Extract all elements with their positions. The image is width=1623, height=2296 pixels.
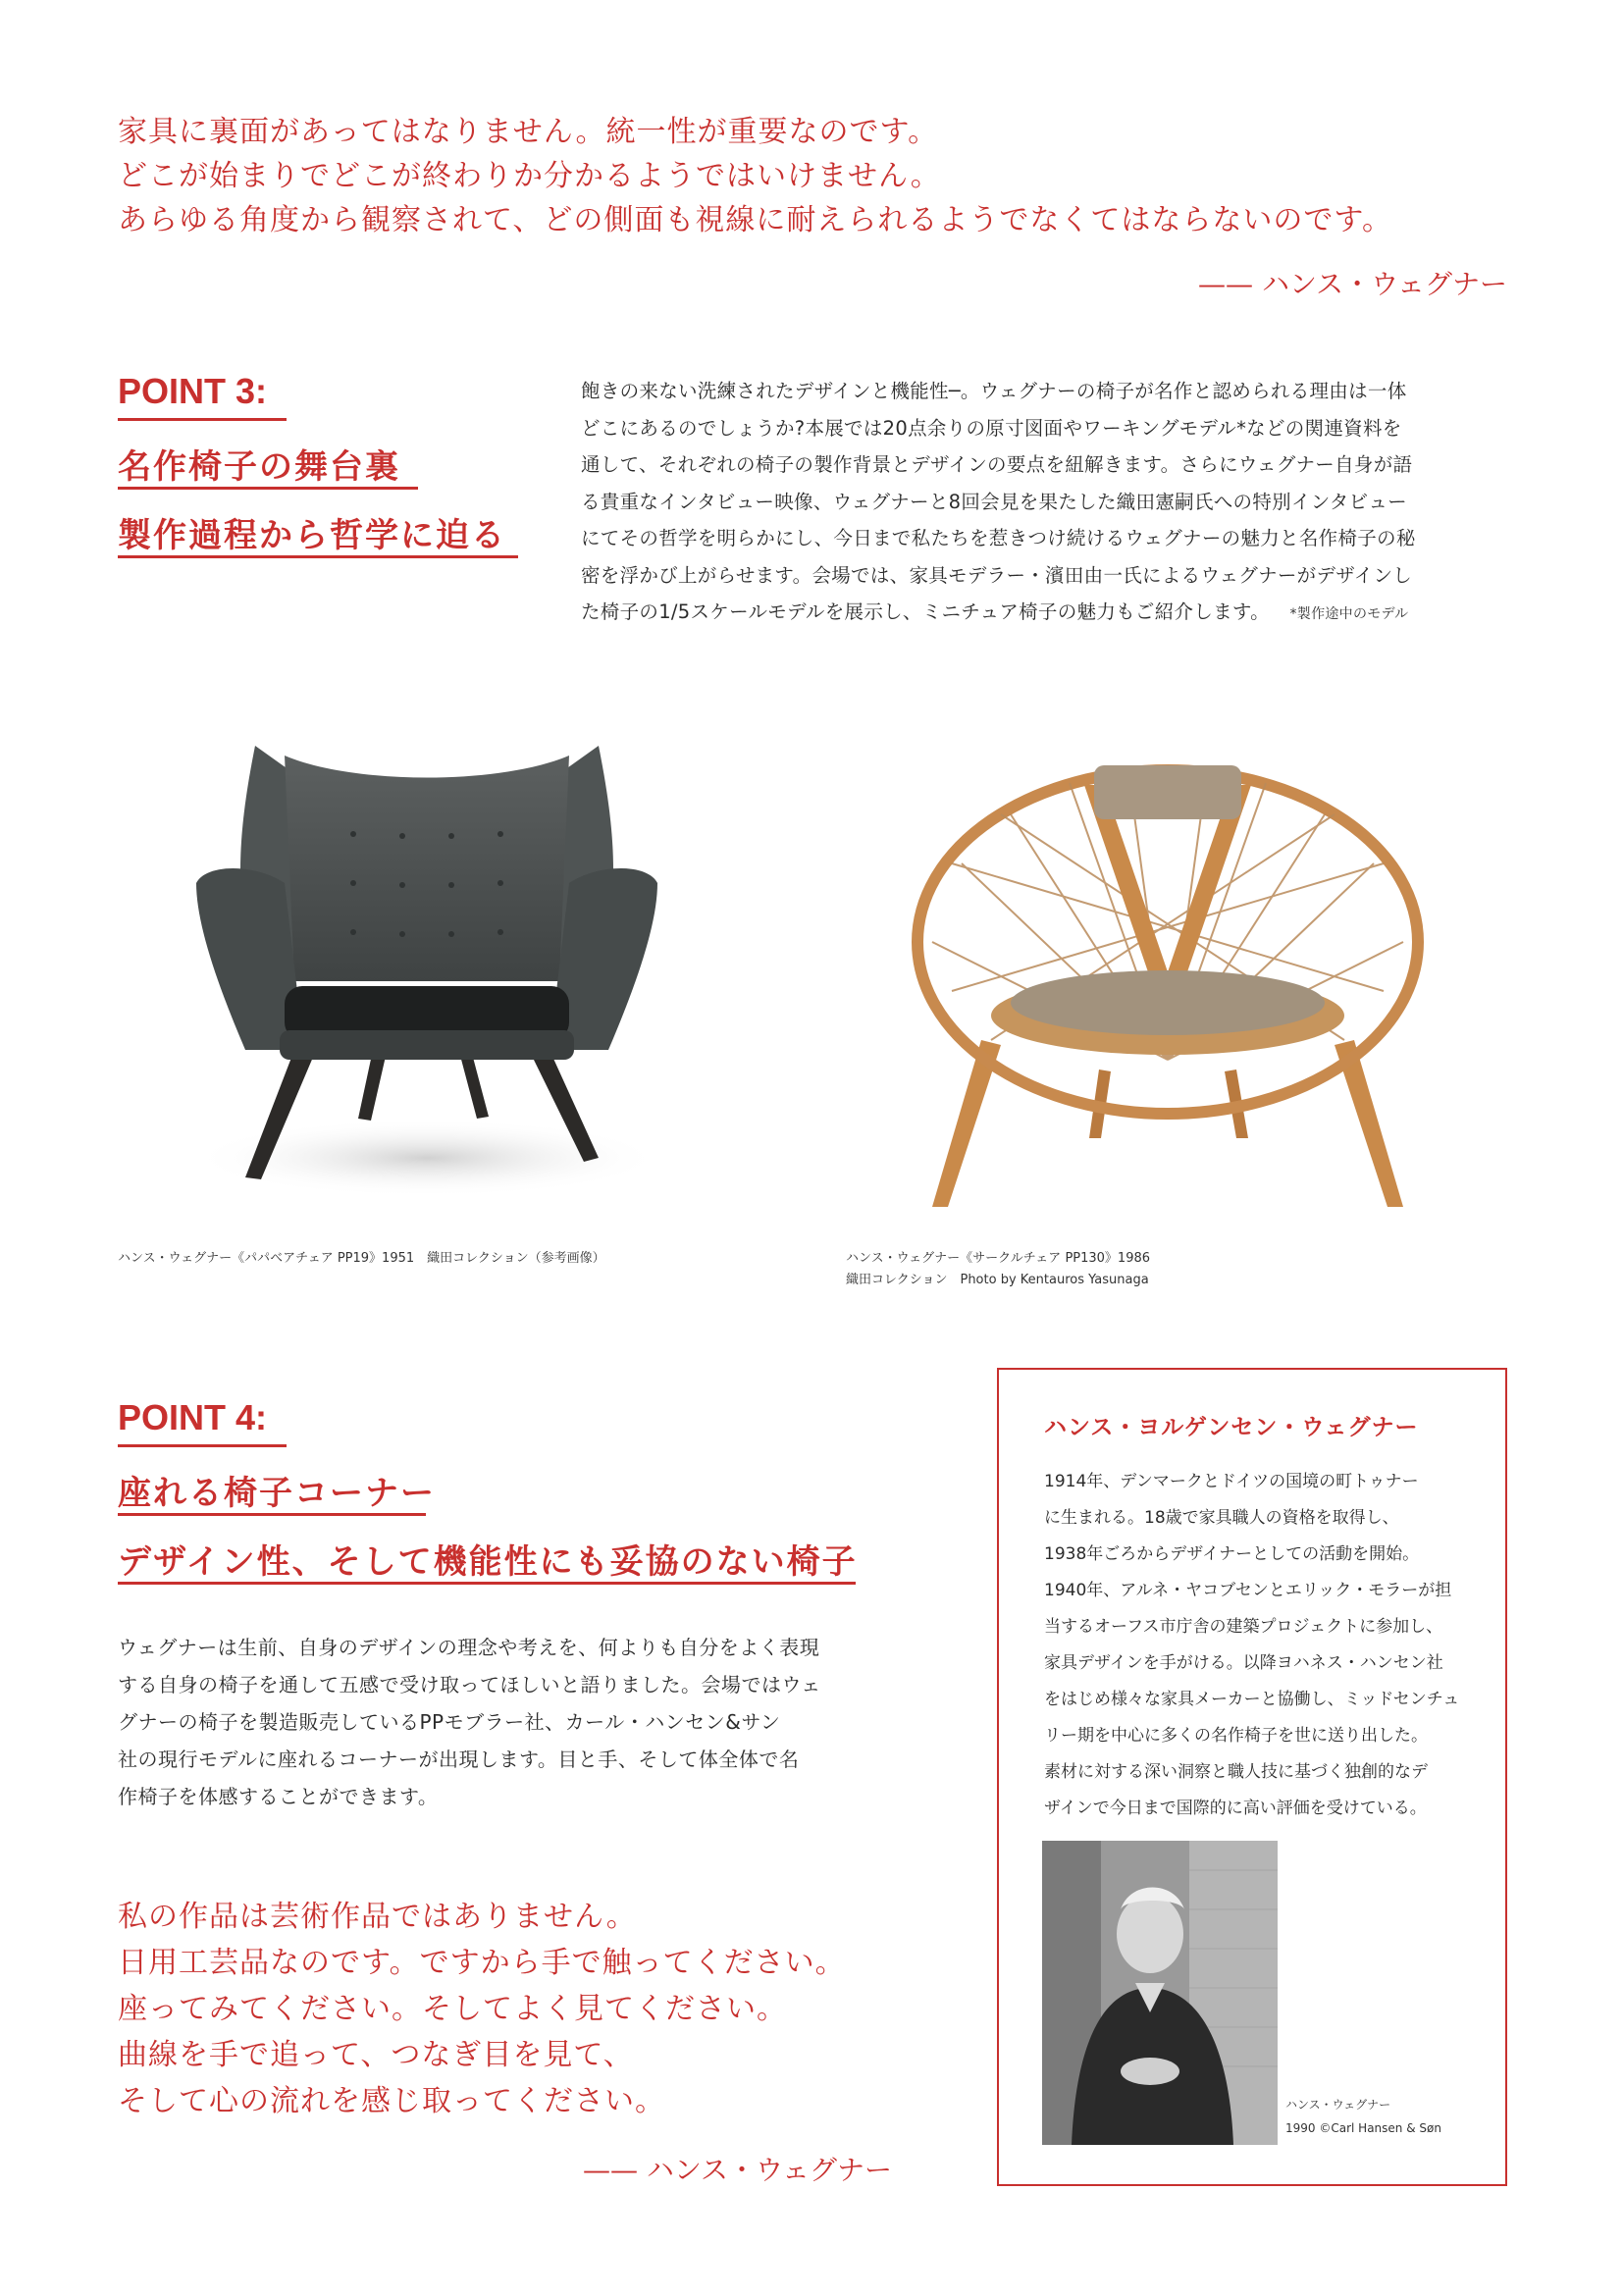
bio-line: に生まれる。18歳で家具職人の資格を取得し、	[1044, 1508, 1399, 1528]
portrait-caption-2: 1990 ©Carl Hansen & Søn	[1285, 2121, 1441, 2135]
point3-label: POINT 3:	[118, 371, 268, 411]
top-quote-attribution: —— ハンス・ウェグナー	[1198, 268, 1507, 300]
bottom-quote-line: 日用工芸品なのです。ですから手で触ってください。	[118, 1946, 846, 1980]
bio-line: ザインで今日まで国際的に高い評価を受けている。	[1044, 1799, 1427, 1818]
point4-body	[118, 1629, 821, 1815]
portrait-illustration	[1042, 1841, 1278, 2145]
bio-title: ハンス・ヨルゲンセン・ウェグナー	[1044, 1415, 1419, 1440]
bottom-quote-line: 私の作品は芸術作品ではありません。	[118, 1900, 637, 1934]
point4-heading-2-underline	[118, 1582, 856, 1585]
papa-bear-caption: ハンス・ウェグナー《パパベアチェア PP19》1951 織田コレクション（参考画像）	[118, 1251, 605, 1266]
top-quote-line: どこが始まりでどこが終わりか分かるようではいけません。	[118, 159, 941, 193]
point3-heading-1-underline	[118, 487, 418, 490]
bio-box	[997, 1368, 1507, 2186]
bio-line: 1938年ごろからデザイナーとしての活動を開始。	[1044, 1544, 1420, 1564]
point4-body-line: 作椅子を体感することができます。	[118, 1785, 439, 1808]
portrait-caption-1: ハンス・ウェグナー	[1285, 2098, 1391, 2112]
point3-body-line: 通して、それぞれの椅子の製作背景とデザインの要点を紐解きます。さらにウェグナー自身が語	[581, 453, 1413, 476]
point4-heading-1: 座れる椅子コーナー	[118, 1474, 436, 1513]
point3-body-line: 飽きの来ない洗練されたデザインと機能性─。ウェグナーの椅子が名作と認められる理由は一体	[581, 380, 1407, 402]
bio-line: リー期を中心に多くの名作椅子を世に送り出した。	[1044, 1726, 1428, 1746]
point4-label: POINT 4:	[118, 1397, 268, 1437]
papa-bear-chair-illustration	[177, 726, 677, 1217]
bio-line: 当するオーフス市庁舎の建築プロジェクトに参加し、	[1044, 1617, 1443, 1637]
point3-body-line	[581, 594, 1416, 634]
point3-body	[581, 373, 1416, 634]
bio-line: 1940年、アルネ・ヤコブセンとエリック・モラーが担	[1044, 1581, 1452, 1600]
point3-body-line: にてその哲学を明らかにし、今日まで私たちを惹きつけ続けるウェグナーの魅力と名作椅子の秘	[581, 527, 1416, 549]
bio-text	[1044, 1464, 1459, 1827]
bio-line: 素材に対する深い洞察と職人技に基づく独創的なデ	[1044, 1762, 1428, 1782]
point4-body-line: する自身の椅子を通して五感で受け取ってほしいと語りました。会場ではウェ	[118, 1673, 821, 1696]
circle-chair-caption-2: 織田コレクション Photo by Kentauros Yasunaga	[846, 1273, 1149, 1287]
bio-line: 1914年、デンマークとドイツの国境の町トゥナー	[1044, 1472, 1419, 1491]
point3-heading-2-underline	[118, 555, 518, 558]
top-quote-line: 家具に裏面があってはなりません。統一性が重要なのです。	[118, 115, 939, 149]
bottom-quote-line: 曲線を手で追って、つなぎ目を見て、	[118, 2038, 634, 2072]
point3-body-last-text: た椅子の1/5スケールモデルを展示し、ミニチュア椅子の魅力もご紹介します。	[581, 600, 1270, 623]
circle-chair-caption-1: ハンス・ウェグナー《サークルチェア PP130》1986	[846, 1251, 1151, 1266]
point4-heading-2: デザイン性、そして機能性にも妥協のない椅子	[118, 1542, 858, 1582]
bottom-quote-line: そして心の流れを感じ取ってください。	[118, 2084, 665, 2118]
point3-body-line: る貴重なインタビュー映像、ウェグナーと8回会見を果たした織田憲嗣氏への特別インタビュー	[581, 490, 1407, 513]
circle-chair-illustration	[893, 746, 1442, 1217]
point3-label-underline	[118, 418, 287, 421]
wegner-portrait-photo	[1042, 1841, 1278, 2145]
bottom-quote-line: 座ってみてください。そしてよく見てください。	[118, 1992, 787, 2026]
point4-body-line: ウェグナーは生前、自身のデザインの理念や考えを、何よりも自分をよく表現	[118, 1636, 820, 1659]
top-quote	[118, 110, 1392, 242]
circle-chair-image	[893, 746, 1442, 1217]
papa-bear-chair-image	[177, 726, 677, 1217]
top-quote-line: あらゆる角度から観察されて、どの側面も視線に耐えられるようでなくてはならないのです。	[118, 203, 1392, 237]
point3-body-line: 密を浮かび上がらせます。会場では、家具モデラー・濱田由一氏によるウェグナーがデザインし	[581, 563, 1413, 587]
bottom-quote	[118, 1894, 846, 2124]
bio-line: 家具デザインを手がける。以降ヨハネス・ハンセン社	[1044, 1653, 1443, 1673]
point4-body-line: グナーの椅子を製造販売しているPPモブラー社、カール・ハンセン&サン	[118, 1710, 781, 1734]
point3-body-line: どこにあるのでしょうか?本展では20点余りの原寸図面やワーキングモデル*などの関連資料を	[581, 416, 1402, 440]
bottom-quote-attribution: —— ハンス・ウェグナー	[583, 2154, 892, 2186]
point3-heading-2: 製作過程から哲学に迫る	[118, 516, 506, 555]
bio-line: をはじめ様々な家具メーカーと協働し、ミッドセンチュ	[1044, 1690, 1460, 1709]
point3-heading-1: 名作椅子の舞台裏	[118, 447, 400, 487]
point4-body-line: 社の現行モデルに座れるコーナーが出現します。目と手、そして体全体で名	[118, 1748, 800, 1771]
point4-label-underline	[118, 1444, 287, 1447]
point4-heading-1-underline	[118, 1513, 426, 1516]
point3-footnote: *製作途中のモデル	[1289, 606, 1409, 622]
